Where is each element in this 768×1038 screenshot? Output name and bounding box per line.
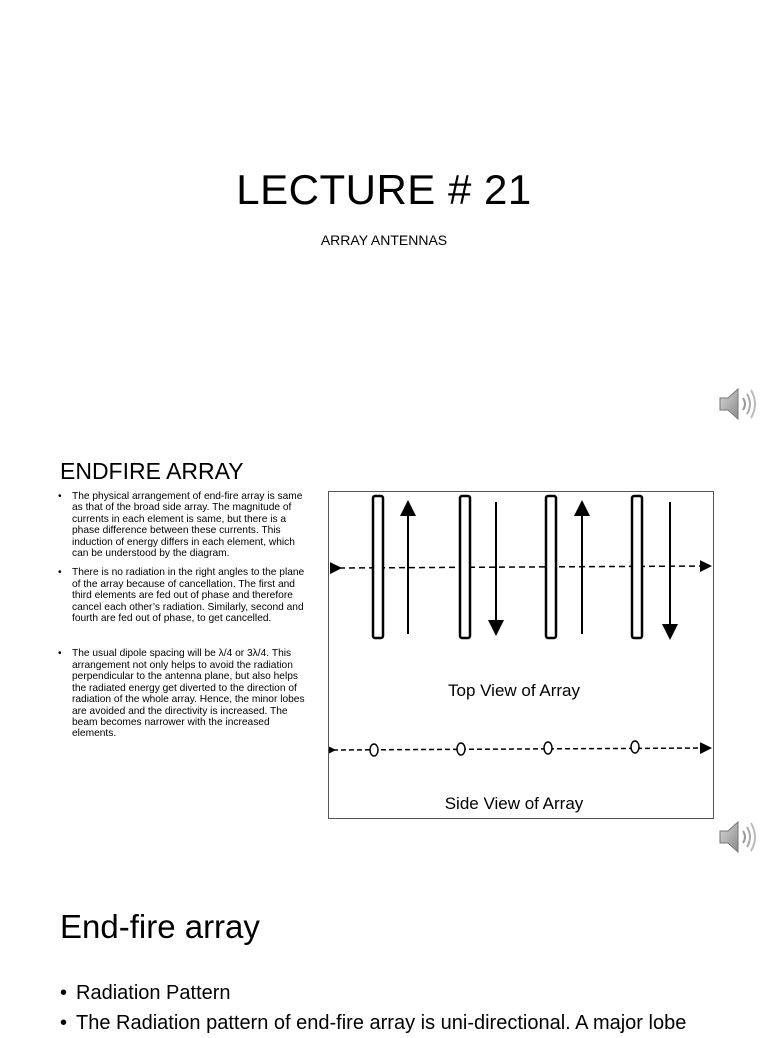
endfire-bullet-list <box>56 491 308 740</box>
side-view-label: Side View of Array <box>444 794 584 813</box>
speaker-icon[interactable] <box>716 382 760 426</box>
dipole-element <box>632 496 642 638</box>
slide-subtitle: ARRAY ANTENNAS <box>320 232 448 248</box>
slide-title-lecture: LECTURE # 21 <box>236 166 532 213</box>
side-element-circle <box>544 742 552 754</box>
bullet-dipole-spacing: • The usual dipole spacing will be λ/4 or 3λ/4. This arrangement not only helps to avoid the radiation perpendicular to the antenna plane, but also helps the radiated energy get diverted to the direction of radiation of the whole array. Hence, the minor lobes are avoided and the directivity is increased. The beam becomes narrower with the increased elements. <box>56 648 308 739</box>
bullet-radiation-pattern: • Radiation Pattern <box>60 978 768 1008</box>
bullet-physical-arrangement: • The physical arrangement of end-fire array is same as that of the broad side array. The magnitude of currents in each element is same, but there is a phase difference between these currents. This induction of energy differs in each element, which can be understood by the diagram. <box>56 491 308 559</box>
speaker-icon[interactable] <box>716 815 760 859</box>
side-element-circle <box>370 744 378 756</box>
radiation-bullet-list <box>60 978 768 1038</box>
array-diagram <box>328 491 714 819</box>
dipole-element <box>546 496 556 638</box>
bullet-unidirectional: • The Radiation pattern of end-fire array is uni-directional. A major lobe <box>60 1008 768 1038</box>
slide-title-endfire-array: End-fire array <box>60 908 260 945</box>
bullet-no-radiation: • There is no radiation in the right angles to the plane of the array because of cancellation. The first and third elements are fed out of phase and therefore cancel each other’s radiation. Similarly, second and fourth are fed out of phase, to get cancelled. <box>56 567 308 624</box>
dipole-element <box>373 496 383 638</box>
top-view-axis <box>339 566 709 568</box>
side-view-axis <box>333 748 709 750</box>
dipole-element <box>460 496 470 638</box>
slide-title-endfire: ENDFIRE ARRAY <box>60 458 244 484</box>
top-view-label: Top View of Array <box>448 681 580 700</box>
side-element-circle <box>457 743 465 755</box>
side-element-circle <box>631 741 639 753</box>
